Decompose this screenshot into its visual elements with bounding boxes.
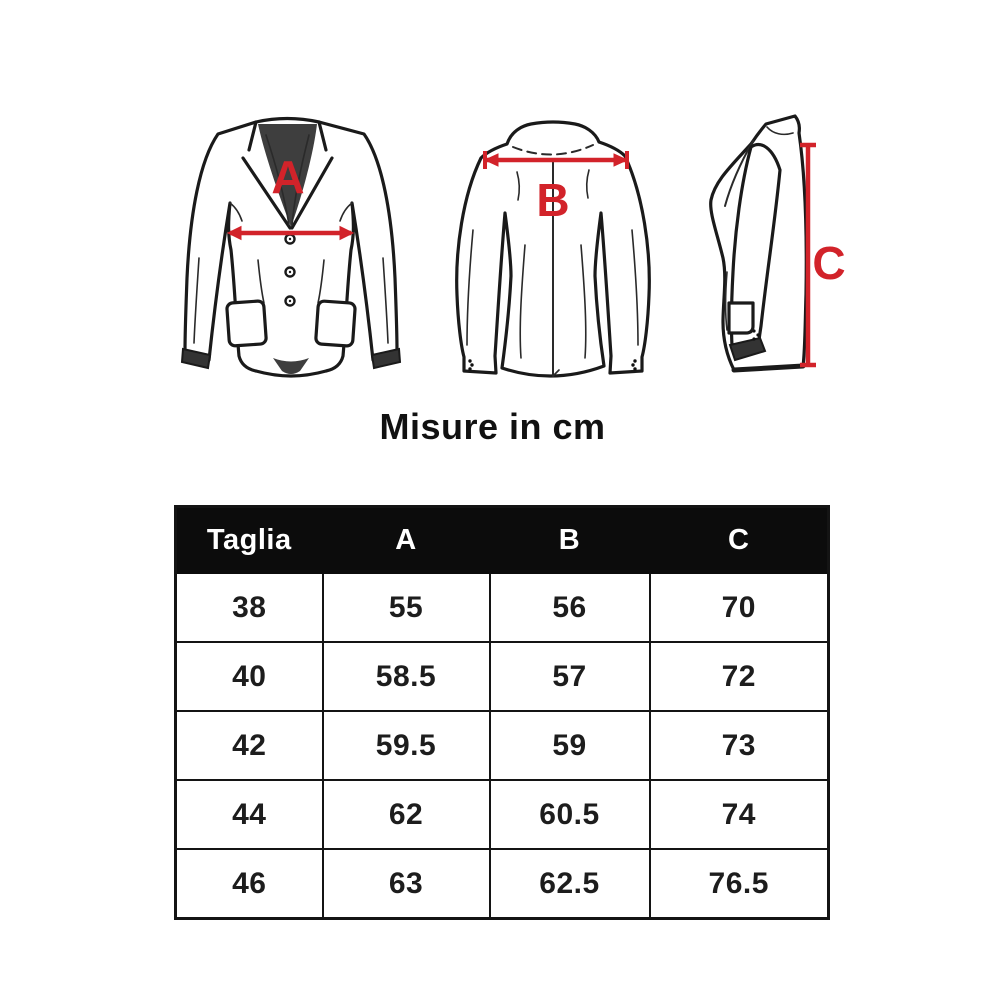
size-cell: 44 [176, 780, 323, 849]
size-cell: 46 [176, 849, 323, 919]
jacket-back-diagram [445, 110, 660, 385]
header-row [176, 507, 829, 574]
measurement-label-b: B [536, 174, 570, 226]
measure-cell-a: 62 [323, 780, 490, 849]
jacket-front-diagram [178, 108, 408, 393]
measure-cell-a: 58.5 [323, 642, 490, 711]
size-table-header [176, 507, 829, 574]
size-table-body [176, 573, 829, 919]
table-row-size-38 [176, 573, 829, 642]
measure-cell-b: 59 [490, 711, 650, 780]
measure-cell-a: 59.5 [323, 711, 490, 780]
table-row-size-44 [176, 780, 829, 849]
table-row-size-46 [176, 849, 829, 919]
measure-cell-c: 70 [650, 573, 829, 642]
measure-cell-c: 74 [650, 780, 829, 849]
measure-cell-c: 76.5 [650, 849, 829, 919]
measure-cell-c: 72 [650, 642, 829, 711]
measure-cell-a: 55 [323, 573, 490, 642]
measure-cell-b: 57 [490, 642, 650, 711]
size-cell: 42 [176, 711, 323, 780]
measure-cell-b: 60.5 [490, 780, 650, 849]
size-cell: 40 [176, 642, 323, 711]
column-header-a: A [323, 507, 490, 574]
table-row-size-42 [176, 711, 829, 780]
column-header-c: C [650, 507, 829, 574]
jacket-side-diagram [693, 112, 868, 387]
jacket-front-pocket-right [316, 301, 356, 346]
measurement-label-c: C [812, 237, 846, 289]
size-cell: 38 [176, 573, 323, 642]
jacket-front-pocket-left [227, 301, 267, 346]
table-row-size-40 [176, 642, 829, 711]
measure-cell-b: 56 [490, 573, 650, 642]
measure-cell-c: 73 [650, 711, 829, 780]
page-title: Misure in cm [379, 406, 606, 447]
column-header-b: B [490, 507, 650, 574]
size-table [174, 505, 830, 920]
measure-cell-a: 63 [323, 849, 490, 919]
jacket-side-pocket [729, 303, 753, 333]
measurement-label-a: A [271, 151, 305, 203]
measure-cell-b: 62.5 [490, 849, 650, 919]
column-header-taglia: Taglia [176, 507, 323, 574]
